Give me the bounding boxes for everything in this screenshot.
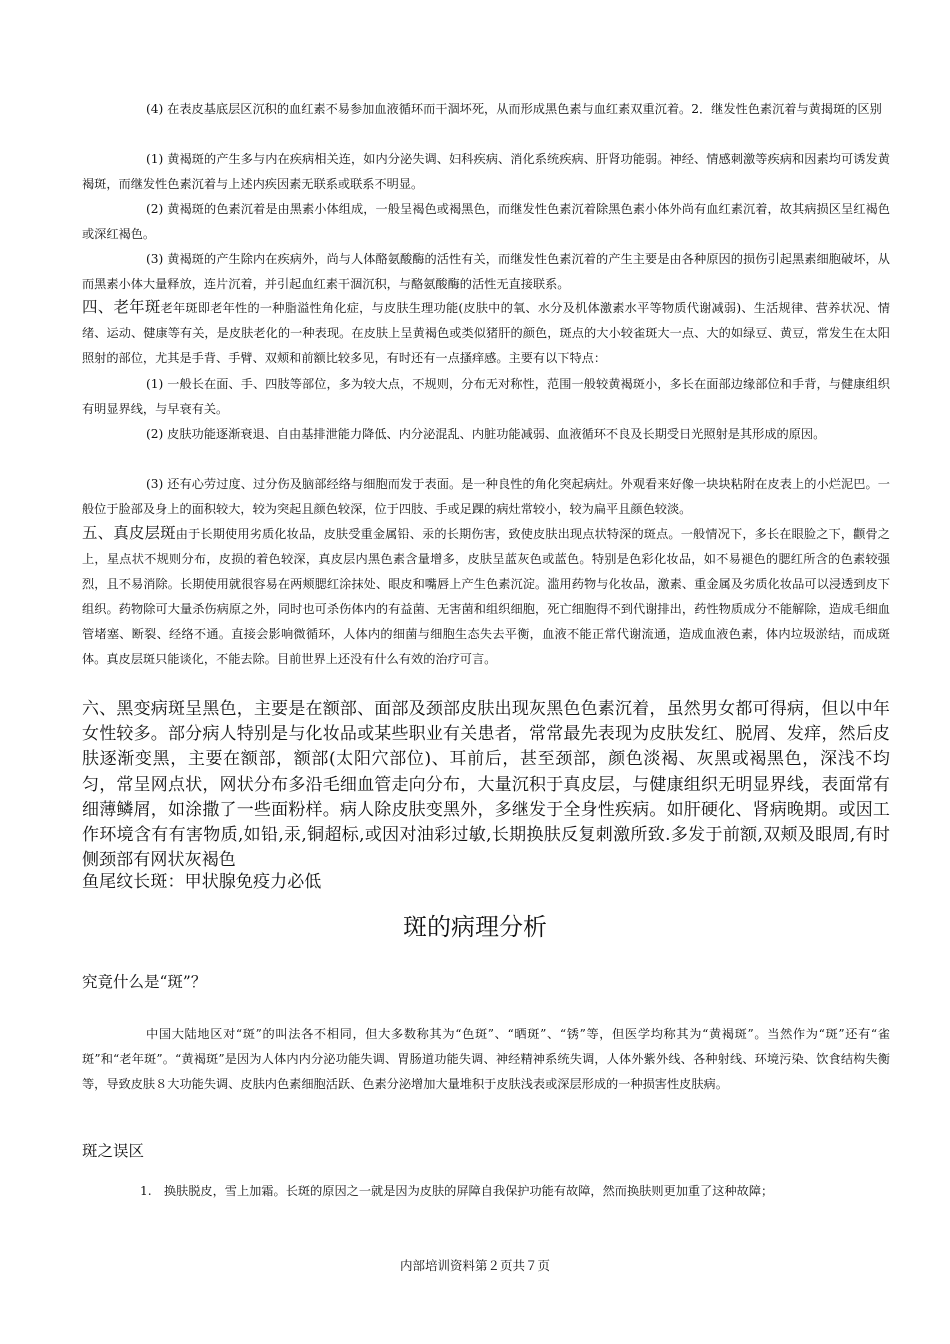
- question-heading: 究竟什么是“斑”？: [82, 973, 207, 991]
- page-footer: 内部培训资料第２页共７页: [399, 1258, 550, 1273]
- myth-item-1: 1. 换肤脱皮，雪上加霜。长斑的原因之一就是因为皮肤的屏障自我保护功能有故障，然而换肤则更加重了这种故障；: [140, 1184, 774, 1198]
- section-5-paragraph: [82, 521, 890, 672]
- section-5-body: 由于长期使用劣质化妆品，皮肤受重金属铅、汞的长期伤害，致使皮肤出现点状特深的斑点。一般情况下，多长在眼脸之下，颧骨之上，星点状不规则分布，皮损的着色较深，真皮层内黑色素含量增多，皮肤呈蓝灰色或蓝色。特别是色彩化妆品，如不易褪色的腮红所含的色素较强烈，且不易消除。长期使用就很容易在两颊腮红涂抹处、眼皮和嘴唇上产生色素沉淀。滥用药物与化妆品，激素、重金属及劣质化妆品可以浸透到皮下组织。药物除可大量杀伤病原之外，同时也可杀伤体内的有益菌、无害菌和组织细胞，死亡细胞得不到代谢排出，药性物质成分不能解除，造成毛细血管堵塞、断裂、经络不通。直接会影响微循环，人体内的细菌与细胞生态失去平衡，血液不能正常代谢流通，造成血液色素，体内垃圾淤结，而成斑体。真皮层斑只能谈化，不能去除。目前世界上还没有什么有效的治疗可言。: [82, 527, 890, 666]
- pathology-title: 斑的病理分析: [403, 913, 547, 941]
- myth-heading: 斑之误区: [82, 1142, 145, 1160]
- paragraph-point4: (4) 在表皮基底层区沉积的血红素不易参加血液循环而干涸坏死，从而形成黑色素与血红素双重沉着。2．继发性色素沉着与黄揭斑的区别: [146, 102, 882, 116]
- question-body: 中国大陆地区对“斑”的叫法各不相同，但大多数称其为“色斑”、“晒斑”、“锈”等，但医学均称其为“黄褐斑”。当然作为“斑”还有“雀斑”和“老年斑”。“黄褐斑”是因为人体内内分泌功能失调、胃肠道功能失调、神经精神系统失调，人体外紫外线、各种射线、环境污染、饮食结构失衡等，导致皮肤８大功能失调、皮肤内色素细胞活跃、色素分泌增加大量堆积于皮肤浅表或深层形成的一种损害性皮肤病。: [82, 1027, 890, 1091]
- paragraph-diff1: (1) 黄褐斑的产生多与内在疾病相关连，如内分泌失调、妇科疾病、消化系统疾病、肝肾功能弱。神经、情感刺激等疾病和因素均可诱发黄褐斑，而继发性色素沉着与上述内疾因素无联系或联系不明显。: [82, 152, 890, 191]
- section-4-point2: (2) 皮肤功能逐渐衰退、自由基排泄能力降低、内分泌混乱、内脏功能减弱、血液循环不良及长期受日光照射是其形成的原因。: [146, 427, 826, 441]
- paragraph-diff2: (2) 黄褐斑的色素沉着是由黑素小体组成，一般呈褐色或褐黑色，而继发性色素沉着除黑色素小体外尚有血红素沉着，故其病损区呈红褐色或深红褐色。: [82, 202, 890, 241]
- section-4-point3: (3) 还有心劳过度、过分伤及脑部经络与细胞而发于表面。是一种良性的角化突起病灶。外观看来好像一块块粘附在皮表上的小烂泥巴。一般位于脸部及身上的面积较大，较为突起且颜色较深，位于四肢、手或足踝的病灶常较小，较为扁平且颜色较淡。: [82, 477, 890, 516]
- section-4-heading: 四、老年斑: [82, 298, 161, 316]
- section-4-point1: (1) 一般长在面、手、四肢等部位，多为较大点，不规则，分布无对称性，范围一般较黄褐斑小，多长在面部边缘部位和手背，与健康组织有明显界线，与早衰有关。: [82, 377, 890, 416]
- paragraph-diff3: (3) 黄褐斑的产生除内在疾病外，尚与人体酪氨酸酶的活性有关，而继发性色素沉着的产生主要是由各种原因的损伤引起黑素细胞破坏，从而黑素小体大量释放，连片沉着，并引起血红素干涸沉积，与酪氨酸酶的活性无直接联系。: [82, 252, 890, 291]
- crowsfeet-line: 鱼尾纹长斑：甲状腺免疫力必低: [82, 872, 322, 892]
- section-5-heading: 五、真皮层斑: [82, 524, 176, 542]
- section-4-intro: 老年斑即老年性的一种脂溢性角化症，与皮肤生理功能(皮肤中的氧、水分及机体激素水平等物质代谢减弱)、生活规律、营养状况、情绪、运动、健康等有关，是皮肤老化的一种表现。在皮肤上呈黄褐色或类似猪肝的颜色，斑点的大小较雀斑大一点、大的如绿豆、黄豆，常发生在太阳照射的部位，尤其是手背、手臂、双颊和前额比较多见，有时还有一点搔痒感。主要有以下特点：: [82, 301, 890, 365]
- section-4-paragraph: [82, 295, 890, 371]
- section-6-paragraph: 六、黑变病斑呈黑色，主要是在额部、面部及颈部皮肤出现灰黑色色素沉着，虽然男女都可得病，但以中年女性较多。部分病人特别是与化妆品或某些职业有关患者，常常最先表现为皮肤发红、脱屑、发痒，然后皮肤逐渐变黑，主要在额部，额部(太阳穴部位)、耳前后，甚至颈部，颜色淡褐、灰黑或褐黑色，深浅不均匀，常呈网点状，网状分布多沿毛细血管走向分布，大量沉积于真皮层，与健康组织无明显界线，表面常有细薄鳞屑，如涂撒了一些面粉样。病人除皮肤变黑外，多继发于全身性疾病。如肝硬化、肾病晚期。或因工作环境含有有害物质,如铅,汞,铜超标,或因对油彩过敏,长期换肤反复刺激所致.多发于前额,双颊及眼周,有时侧颈部有网状灰褐色: [82, 699, 890, 871]
